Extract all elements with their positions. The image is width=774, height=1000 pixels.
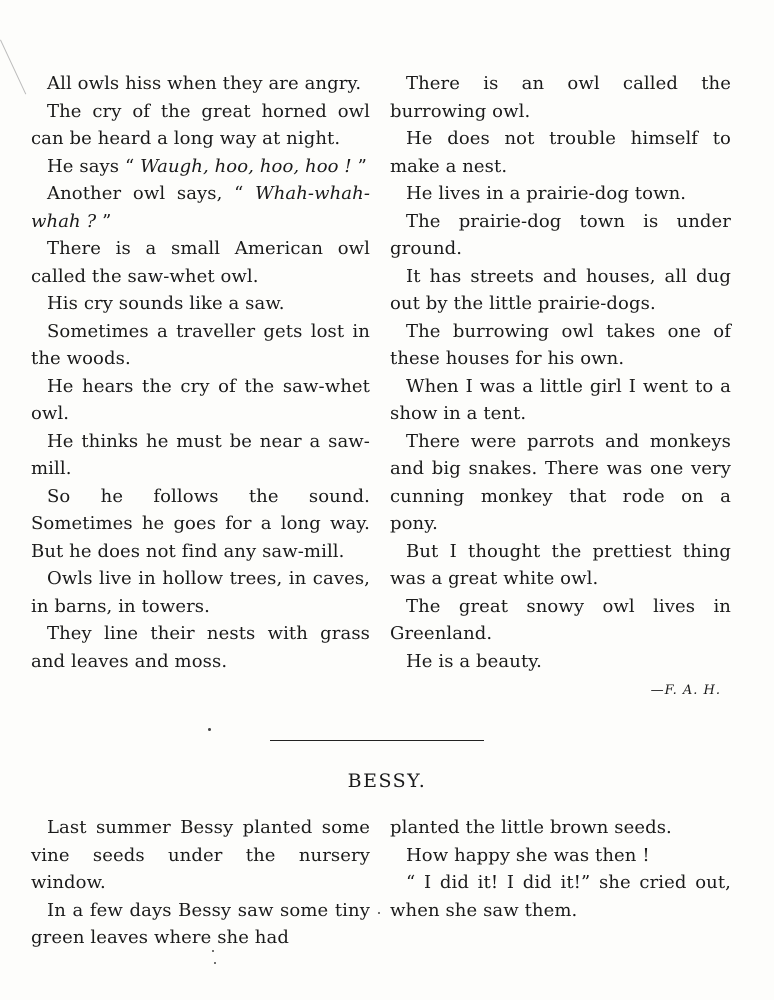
author-signature: —F. A. H. [650, 683, 721, 698]
paragraph: There is an owl called the burrowing owl. [390, 73, 731, 122]
paragraph: There were parrots and monkeys and big snakes. There was one very cunning monkey that rode on a pony. [390, 430, 731, 534]
paragraph: Another owl says, “ Whah-whah-whah ? ” [31, 183, 370, 232]
owl-call-quote: Whah-whah-whah ? [31, 183, 370, 232]
paragraph: How happy she was then ! [406, 844, 650, 866]
paragraph: It has streets and houses, all dug out by the little prairie-dogs. [390, 265, 731, 314]
paragraph: All owls hiss when they are angry. [47, 73, 362, 94]
paragraph: Sometimes a traveller gets lost in the woods. [31, 320, 370, 369]
paragraph: But I thought the prettiest thing was a great white owl. [390, 540, 731, 589]
paragraph: He does not trouble himself to make a nest. [390, 128, 731, 177]
paragraph: They line their nests with grass and leaves and moss. [31, 623, 370, 672]
paragraph: There is a small American owl called the saw-whet owl. [31, 238, 370, 287]
left-text-column [31, 70, 370, 675]
paragraph: The cry of the great horned owl can be heard a long way at night. [31, 100, 370, 149]
story-right-column [390, 814, 731, 924]
paragraph: The prairie-dog town is under ground. [390, 210, 731, 259]
owl-call-quote: Waugh, hoo, hoo, hoo ! [140, 155, 352, 177]
section-divider [270, 740, 484, 741]
paragraph: He is a beauty. [406, 650, 542, 672]
story-left-column [31, 814, 370, 952]
paragraph: His cry sounds like a saw. [47, 293, 285, 314]
page-edge-mark [0, 40, 26, 95]
paragraph: In a few days Bessy saw some tiny green leaves where she had [31, 899, 370, 948]
paragraph: He thinks he must be near a saw-mill. [31, 430, 370, 479]
right-text-column [390, 70, 731, 705]
paragraph: planted the little brown seeds. [390, 817, 672, 838]
paragraph: The great snowy owl lives in Greenland. [390, 595, 731, 644]
paragraph: Owls live in hollow trees, in caves, in barns, in towers. [31, 568, 370, 617]
paragraph: The burrowing owl takes one of these houses for his own. [390, 320, 731, 369]
paragraph: He says “ Waugh, hoo, hoo, hoo ! ” [47, 155, 367, 177]
paragraph: So he follows the sound. Sometimes he goes for a long way. But he does not find any saw-mill. [31, 485, 370, 562]
paragraph: He hears the cry of the saw-whet owl. [31, 375, 370, 424]
story-title: BESSY. [347, 770, 427, 792]
paragraph: When I was a little girl I went to a show in a tent. [390, 375, 731, 424]
paragraph: “ I did it! I did it!” she cried out, when she saw them. [390, 872, 731, 921]
paragraph: Last summer Bessy planted some vine seeds under the nursery window. [31, 817, 370, 893]
paragraph: He lives in a prairie-dog town. [406, 183, 687, 204]
